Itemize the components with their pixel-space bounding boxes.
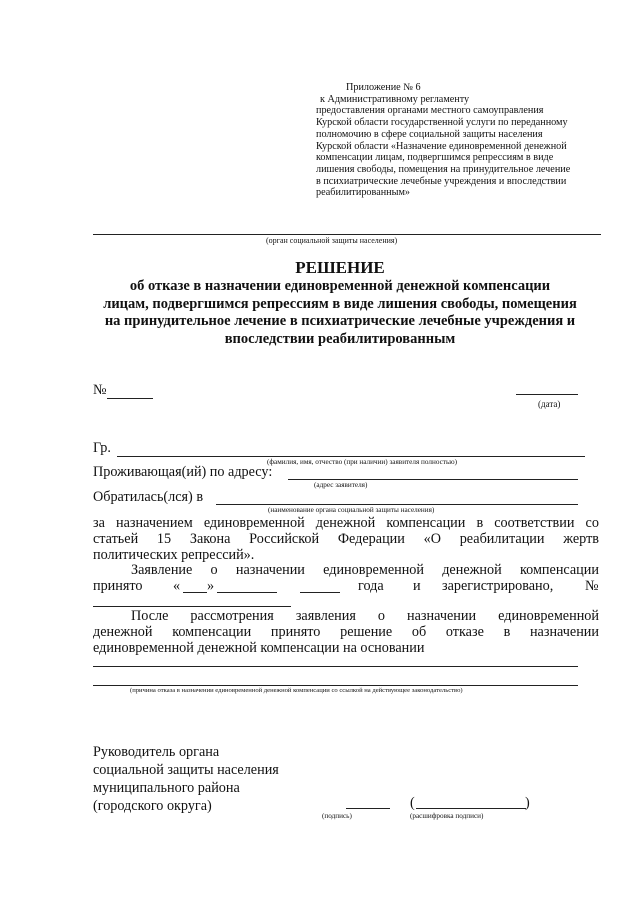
word: назначении [235,562,305,578]
word: назначением [116,515,193,531]
word: Федерации [337,531,405,547]
address-line [288,479,578,480]
signatory-line: муниципального района [93,780,240,796]
annex-line: компенсации лицам, подвергшимся репрессиям в виде [316,152,554,164]
word: единовременной [203,515,305,531]
address-label: Проживающая(ий) по адресу: [93,464,273,480]
registered-word: зарегистрировано, [442,578,554,594]
signature-caption: (подпись) [322,812,352,820]
annex-line: к Административному регламенту [320,93,470,105]
org-caption: (орган социальной защиты населения) [266,236,398,245]
number-label: № [93,382,107,398]
word: отказе [445,624,484,640]
decode-paren-open: ( [410,795,415,811]
number-line [107,398,153,399]
paragraph1-line1 [93,515,599,531]
word: 15 [156,531,172,547]
subtitle-line: об отказе в назначении единовременной денежной компенсации [129,278,551,294]
applied-caption: (наименование органа социальной защиты населения) [268,506,435,514]
reason-caption: (причина отказа в назначении единовременной денежной компенсации со ссылкой на действующее законодательство) [130,687,463,694]
annex-block [316,82,616,199]
decode-paren-close: ) [525,795,530,811]
subtitle-line: на принудительное лечение в психиатрические лечебные учреждения и [104,313,576,329]
word: заявления [295,608,356,624]
paragraph1-line3: политических репрессий». [93,547,255,563]
reason-line-1 [93,666,578,667]
annex-line: в психиатрические лечебные учреждения и впоследствии [316,175,567,187]
org-line [93,234,601,235]
decode-line [416,808,526,809]
word: Российской [249,531,320,547]
applied-label: Обратилась(лся) в [93,489,204,505]
word: рассмотрения [190,608,274,624]
registration-number-line [93,606,291,607]
annex-line: полномочию в сфере социальной защиты населения [316,128,543,140]
annex-line: предоставления органами местного самоуправления [316,105,544,117]
word: реабилитации [459,531,545,547]
signatory-line: социальной защиты населения [93,762,279,778]
subtitle-line: впоследствии реабилитированным [224,330,456,347]
word: После [131,608,169,624]
document-subtitle [60,278,620,348]
word: статьей [93,531,139,547]
gr-caption: (фамилия, имя, отчество (при наличии) заявителя полностью) [267,458,457,466]
quote-close: » [207,578,215,594]
applied-line [216,504,578,505]
annex-line: реабилитированным» [316,187,411,199]
gr-line [117,456,585,457]
paragraph2-line1 [131,562,599,578]
annex-line: лишения свободы, помещения на принудительное лечение [316,163,571,175]
paragraph3-line1 [131,608,599,624]
date-caption: (дата) [538,399,561,409]
annex-line: Курской области «Назначение единовременной денежной [316,140,567,152]
year-line [300,592,340,593]
word: компенсации [519,562,599,578]
day-line [183,592,207,593]
reason-line-2 [93,685,578,686]
word: компенсации [386,515,466,531]
word: Закона [189,531,231,547]
word: жертв [563,531,599,547]
word: в [476,515,484,531]
word: о [377,608,385,624]
annex-line: Приложение № 6 [346,82,421,93]
registration-number-label: № [585,578,599,594]
decode-caption: (расшифровка подписи) [410,812,484,820]
word: компенсации [172,624,252,640]
word: «О [423,531,441,547]
paragraph3-line3: единовременной денежной компенсации на основании [93,640,425,656]
gr-label: Гр. [93,440,111,456]
document-title: РЕШЕНИЕ [295,258,385,277]
annex-line: Курской области государственной услуги по переданному [316,117,568,129]
word: единовременной [323,562,424,578]
word: денежной [93,624,153,640]
word: в [503,624,511,640]
subtitle-line: лицам, подвергшимся репрессиям в виде лишения свободы, помещения [103,295,577,312]
word: единовременной [498,608,599,624]
word: об [411,624,427,640]
word: со [585,515,599,531]
year-word: года [358,578,384,594]
word: за [93,515,105,531]
paragraph1-line2 [93,531,599,547]
month-line [217,592,277,593]
signature-line [346,808,390,809]
accepted-word: принято [93,578,143,594]
date-line [516,394,578,395]
word: принято [270,624,321,640]
word: соответствии [494,515,575,531]
word: денежной [315,515,376,531]
word: назначении [407,608,477,624]
word: Заявление [131,562,193,578]
word: назначении [529,624,599,640]
signatory-line: Руководитель органа [93,744,220,760]
signatory-line: (городского округа) [93,798,212,814]
word: о [210,562,218,578]
paragraph3-line2 [93,624,599,640]
quote-open: « [173,578,181,594]
word: решение [340,624,393,640]
address-caption: (адрес заявителя) [314,481,368,489]
word: денежной [442,562,502,578]
and-word: и [413,578,421,594]
